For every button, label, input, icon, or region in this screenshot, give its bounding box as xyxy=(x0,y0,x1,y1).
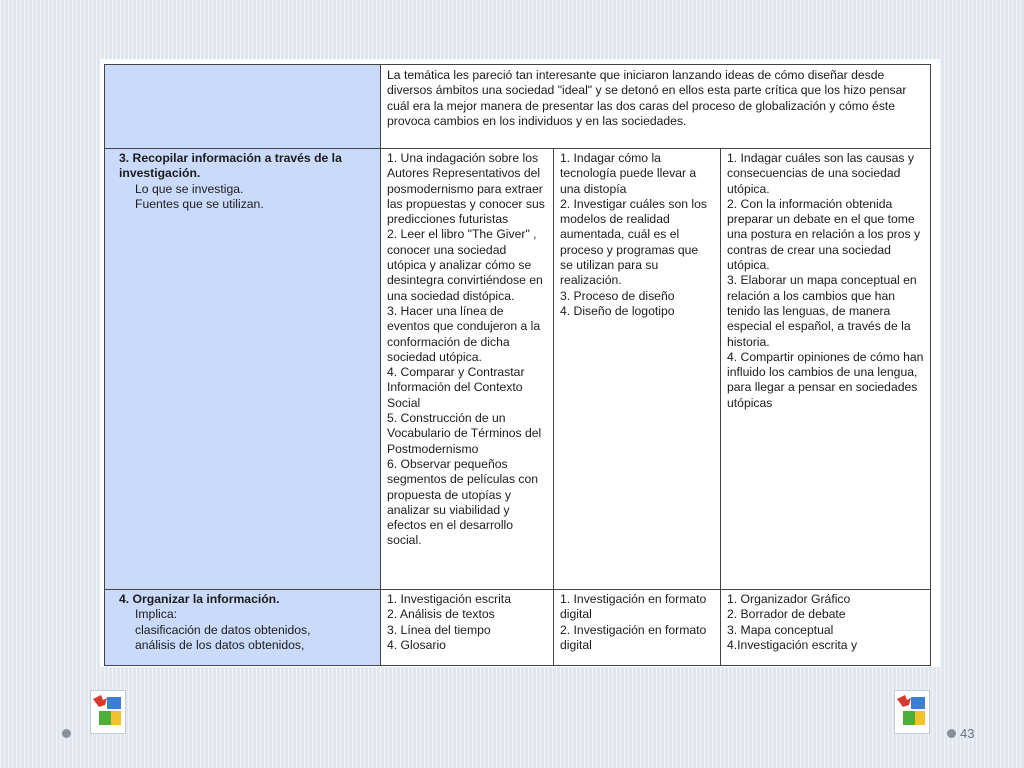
stage-subtitle: Implica: xyxy=(135,607,177,622)
activity-cell xyxy=(381,590,554,666)
activity-text: 1. Indagar cómo la tecnología puede llevar a una distopía 2. Investigar cuáles son los modelos de realidad aumentada, cuál es el proceso y programas que se utilizan para su realización. 3. Proceso de diseño 4. Diseño de logotipo xyxy=(560,151,708,318)
intro-text: La temática les pareció tan interesante que iniciaron lanzando ideas de cómo diseñar desde diversos ámbitos una sociedad "ideal" y se detonó en ellos esta parte crítica que los hizo pensar cuál era la mejor manera de presentar las dos caras del proceso de globalización y cómo éste provoca cambios en los individuos y en las sociedades. xyxy=(387,68,907,128)
activity-text: 1. Investigación en formato digital 2. Investigación en formato digital xyxy=(560,592,707,652)
activity-text: 1. Organizador Gráfico 2. Borrador de debate 3. Mapa conceptual 4.Investigación escrita y xyxy=(727,592,858,652)
activity-cell xyxy=(721,149,931,590)
stage-subtitle: análisis de los datos obtenidos, xyxy=(135,637,305,652)
page-number: 43 xyxy=(960,726,975,741)
activity-text: 1. Indagar cuáles son las causas y consecuencias de una sociedad utópica. 2. Con la información obtenida preparar un debate en el que tome una postura en relación a los pros y contras de crear una sociedad utópica. 3. Elaborar un mapa conceptual en relación a los cambios que han tenido las lenguas, de manera especial el español, a través de la historia. 4. Compartir opiniones de cómo han influido los cambios de una lengua, para llegar a pensar en sociedades utópicas xyxy=(727,151,924,410)
puzzle-logo-icon xyxy=(894,690,930,734)
stage-label-cell xyxy=(105,590,381,666)
stage-subtitle: clasificación de datos obtenidos, xyxy=(135,622,311,637)
activity-text: 1. Investigación escrita 2. Análisis de textos 3. Línea del tiempo 4. Glosario xyxy=(387,592,511,652)
stage-subtitle: Fuentes que se utilizan. xyxy=(135,196,264,211)
table-row xyxy=(105,65,931,149)
stage-title: 3. Recopilar información a través de la investigación. xyxy=(119,151,342,181)
stage-label-cell xyxy=(105,149,381,590)
pagination-dot-right xyxy=(947,729,956,738)
activity-text: 1. Una indagación sobre los Autores Representativos del posmodernismo para extraer las propuestas y conocer sus predicciones futuristas 2. Leer el libro "The Giver" , conocer una sociedad utópica y analizar cómo se desintegra convirtiéndose en una sociedad distópica. 3. Hacer una línea de eventos que condujeron a la conformación de dicha sociedad utópica. 4. Comparar y Contrastar Información del Contexto Social 5. Construcción de un Vocabulario de Términos del Postmodernismo 6. Observar pequeños segmentos de películas con propuesta de utopías y analizar su viabilidad y efectos en el desarrollo social. xyxy=(387,151,545,548)
table-row xyxy=(105,149,931,590)
activity-cell xyxy=(381,149,554,590)
stage-subtitle: Lo que se investiga. xyxy=(135,181,244,196)
pagination-dot-left xyxy=(62,729,71,738)
activity-cell xyxy=(554,149,721,590)
intro-cell xyxy=(381,65,931,149)
activity-cell xyxy=(721,590,931,666)
slide-table-image xyxy=(100,59,940,667)
stage-title: 4. Organizar la información. xyxy=(119,592,280,606)
project-plan-table xyxy=(104,64,931,666)
table-row xyxy=(105,590,931,666)
activity-cell xyxy=(554,590,721,666)
puzzle-logo-icon xyxy=(90,690,126,734)
label-cell-empty xyxy=(105,65,381,149)
